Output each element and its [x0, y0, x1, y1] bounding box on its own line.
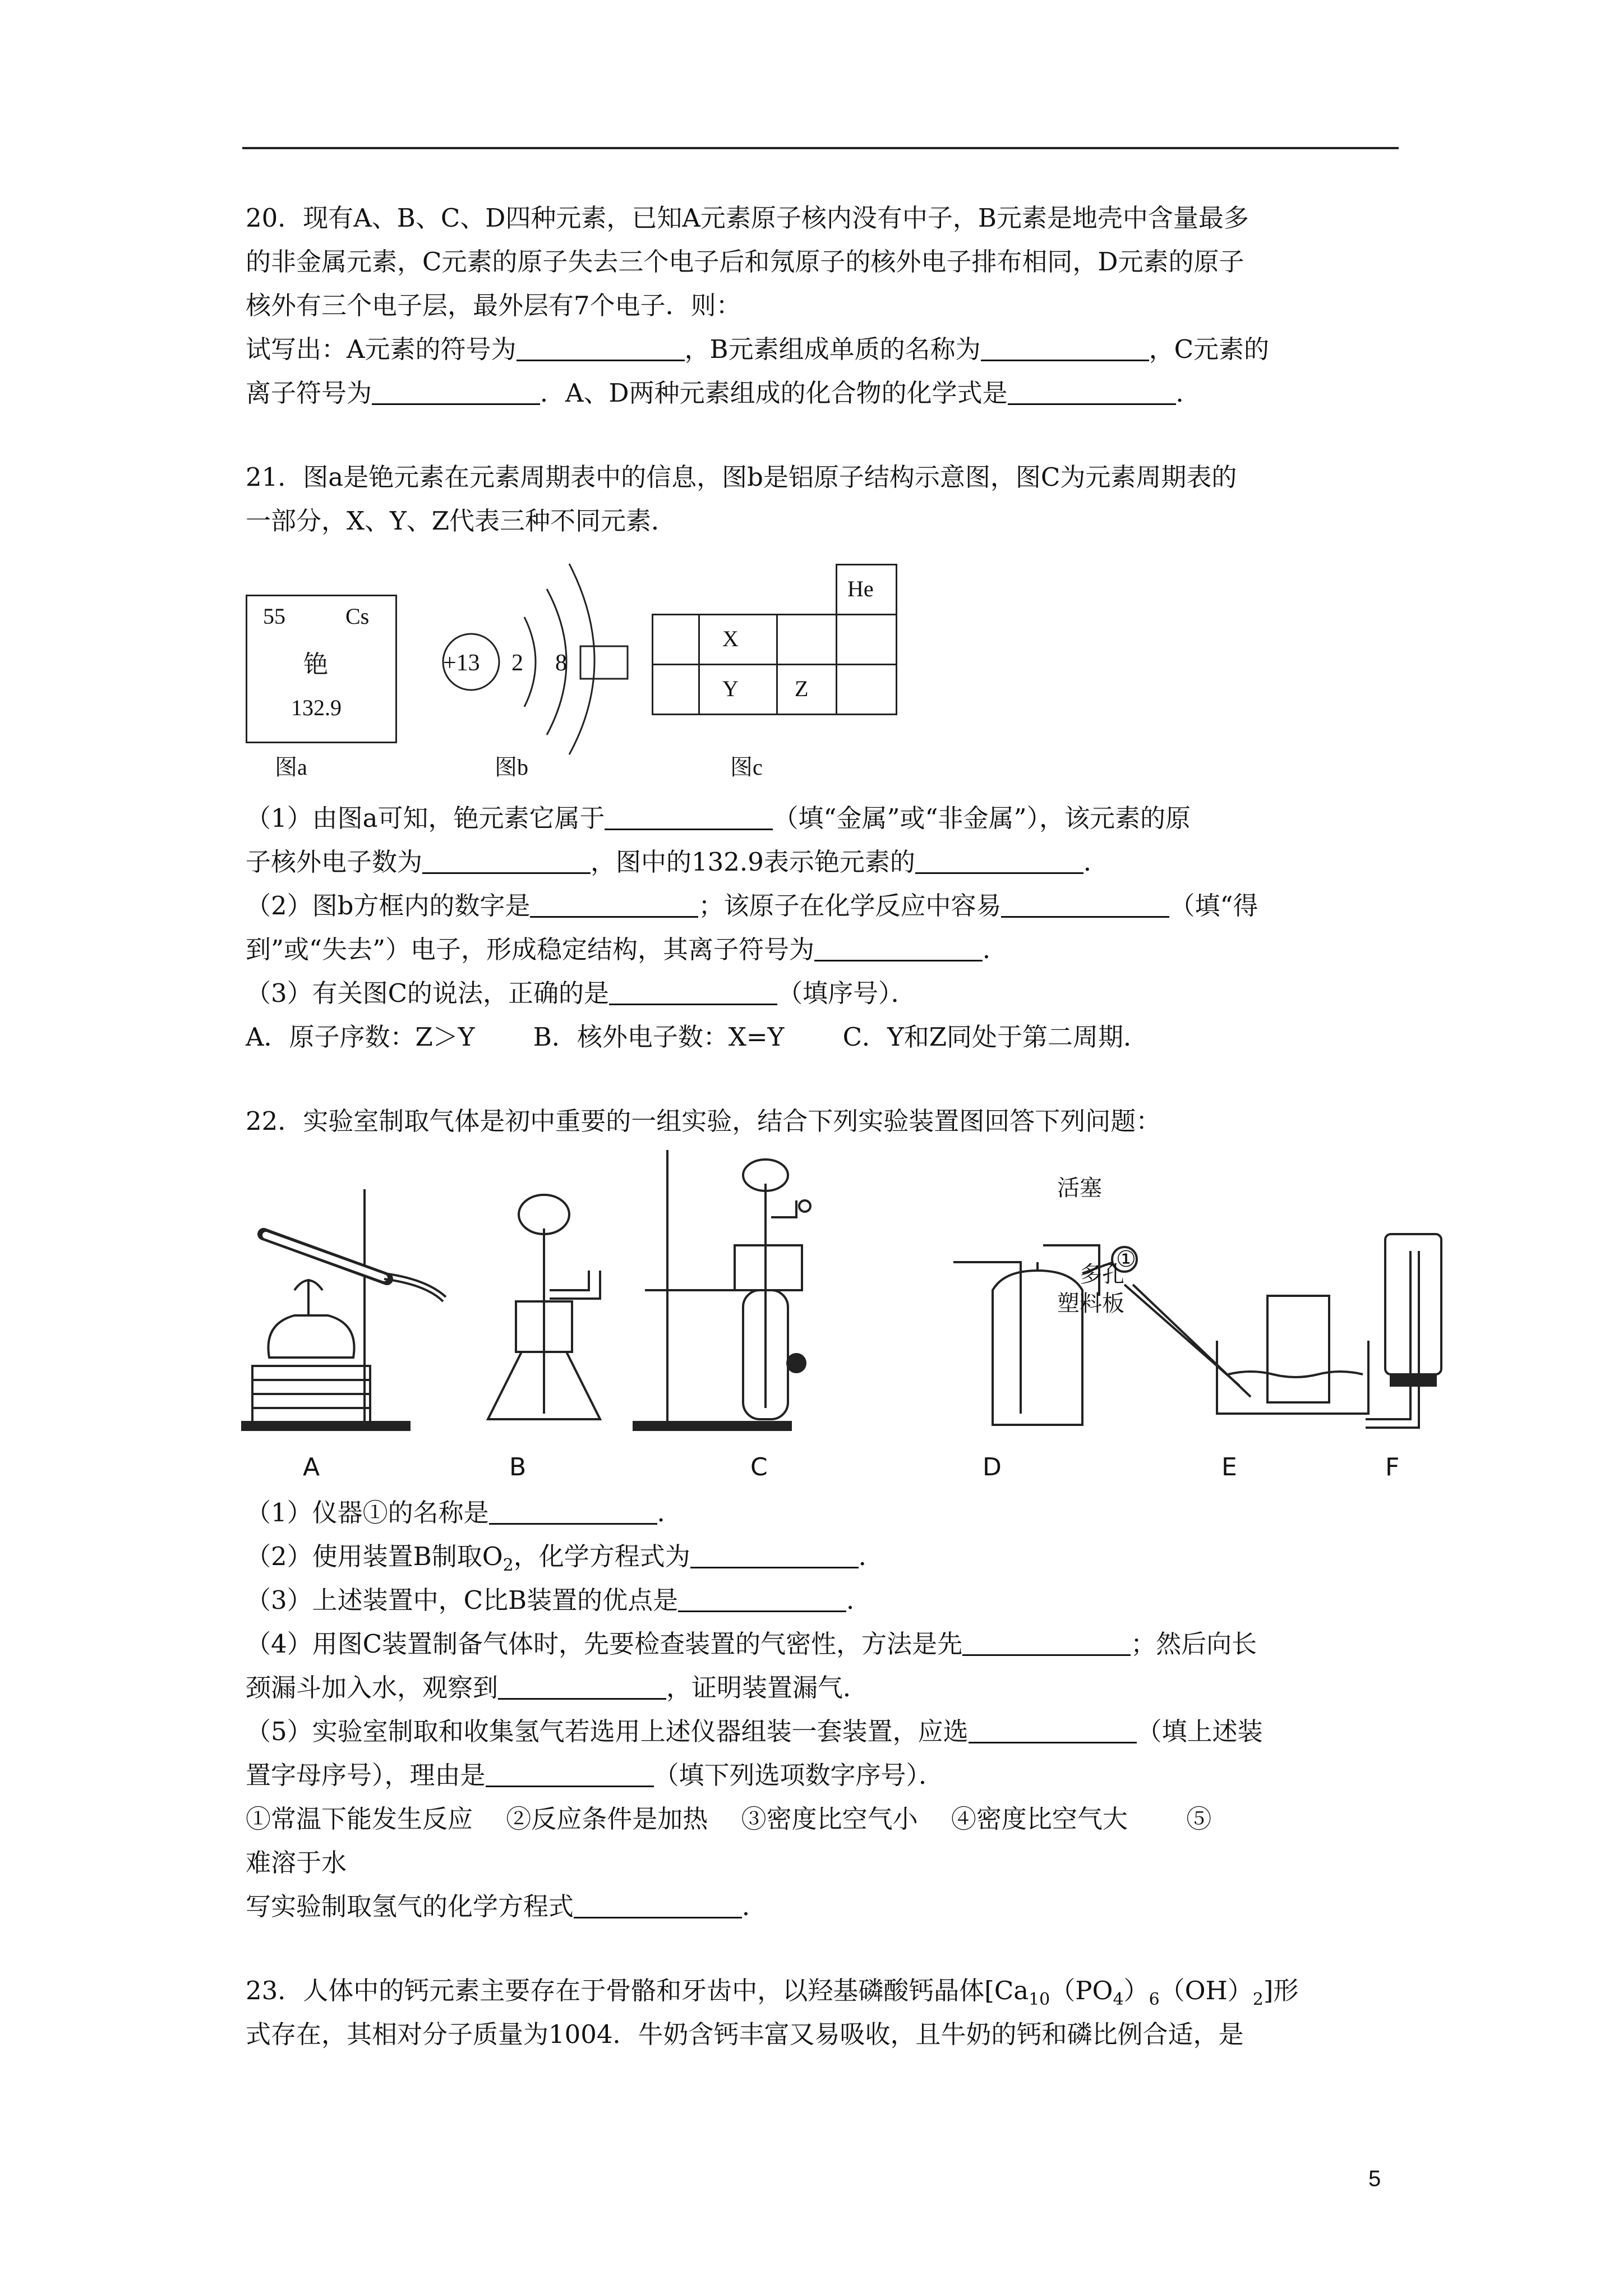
- answer-blank[interactable]: [609, 980, 777, 1005]
- q22-s5: [246, 1710, 1401, 1754]
- q22-s3: [246, 1579, 1401, 1622]
- q21-s3: [246, 972, 1401, 1015]
- table-cell: [652, 664, 700, 715]
- cesium-element-card: [246, 595, 397, 743]
- porous-plate-label: 多孔: [1080, 1262, 1124, 1287]
- header-rule: [242, 147, 1399, 149]
- element-symbol: Cs: [345, 604, 370, 629]
- apparatus-label-c: C: [750, 1453, 768, 1481]
- q22-text: ，证明装置漏气．: [666, 1673, 869, 1703]
- q22-text: ；然后向长: [1131, 1629, 1257, 1659]
- answer-blank[interactable]: [486, 1762, 654, 1787]
- answer-blank[interactable]: [1008, 380, 1176, 405]
- q20-line1: 20．现有A、B、C、D四种元素，已知A元素原子核内没有中子，B元素是地壳中含量最多: [246, 203, 1249, 233]
- q20-text: ，B元素组成单质的名称为: [684, 334, 981, 364]
- q21-text: （填序号）．: [777, 978, 916, 1008]
- q22-s1: [246, 1491, 1401, 1535]
- q23-text: ）: [1123, 1976, 1149, 2005]
- lab-apparatus-figure: [241, 1150, 1492, 1436]
- nucleus-charge: +13: [443, 650, 480, 676]
- q21-text: ．: [1083, 847, 1109, 877]
- table-cell: [776, 614, 837, 665]
- answer-blank[interactable]: [422, 849, 591, 874]
- q22-text: ．: [657, 1498, 683, 1527]
- q21-text: （填“金属”或“非金属”），该元素的原: [773, 803, 1191, 833]
- answer-blank[interactable]: [969, 1718, 1137, 1743]
- q22-text: ，化学方程式为: [513, 1542, 690, 1571]
- fig-c-caption: 图c: [730, 754, 763, 780]
- atomic-number: 55: [263, 604, 285, 629]
- apparatus-label-b: B: [509, 1453, 527, 1481]
- q22-text: 置字母序号），理由是: [246, 1760, 486, 1790]
- answer-blank[interactable]: [690, 1543, 859, 1568]
- q20-line3: 核外有三个电子层，最外层有7个电子．则：: [246, 291, 741, 320]
- q21-s2-cont: [246, 928, 1401, 972]
- page-number: 5: [1368, 2166, 1381, 2191]
- q21-text: （填“得: [1169, 891, 1258, 921]
- atomic-mass: 132.9: [291, 695, 342, 720]
- q21-s2: [246, 884, 1401, 928]
- q22-text: （填上述装: [1136, 1717, 1263, 1746]
- answer-blank[interactable]: [1001, 892, 1169, 918]
- q22-text: ．: [742, 1892, 768, 1921]
- table-cell-he: He: [836, 564, 897, 615]
- element-name: 铯: [303, 651, 328, 678]
- instrument-1-label: ①: [1116, 1246, 1136, 1272]
- q22-text: （填下列选项数字序号）．: [653, 1760, 944, 1790]
- q22-equation: [246, 1885, 1401, 1929]
- answer-blank[interactable]: [489, 1499, 657, 1525]
- q20-text: ．: [1175, 378, 1201, 408]
- answer-blank[interactable]: [498, 1674, 666, 1700]
- q21-text: 子核外电子数为: [246, 847, 423, 877]
- q21-s1-cont: [246, 840, 1401, 884]
- fig-b-caption: 图b: [495, 754, 528, 780]
- q21-options: A．原子序数：Z＞Y B．核外电子数：X=Y C．Y和Z同处于第二周期．: [246, 1022, 1149, 1052]
- q23-line1: [246, 1969, 1401, 2013]
- q22-text: （4）用图C装置制备气体时，先要检查装置的气密性，方法是先: [246, 1629, 963, 1659]
- answer-blank[interactable]: [517, 336, 685, 361]
- answer-blank[interactable]: [372, 380, 540, 405]
- table-cell: [652, 614, 700, 665]
- shell2-electrons: 8: [555, 650, 567, 676]
- q21-text: （3）有关图C的说法，正确的是: [246, 978, 610, 1008]
- q22-line1: 22．实验室制取气体是初中重要的一组实验，结合下列实验装置图回答下列问题：: [246, 1106, 1161, 1136]
- q21-line1: 21．图a是铯元素在元素周期表中的信息，图b是铝原子结构示意图，图C为元素周期表的: [246, 462, 1237, 492]
- q22-options-cont: 难溶于水: [246, 1848, 347, 1878]
- q20-text: ．A、D两种元素组成的化合物的化学式是: [540, 378, 1008, 408]
- q23-text: （OH）: [1159, 1976, 1253, 2005]
- q22-text: （5）实验室制取和收集氢气若选用上述仪器组装一套装置，应选: [246, 1717, 969, 1746]
- subscript: 10: [1029, 1990, 1050, 2009]
- subscript: 2: [1252, 1990, 1264, 2009]
- subscript: 2: [502, 1556, 514, 1575]
- table-cell: [836, 664, 897, 715]
- table-cell-z: Z: [776, 664, 837, 715]
- q23-text: ]形: [1263, 1976, 1299, 2005]
- q22-text: 颈漏斗加入水，观察到: [246, 1673, 499, 1703]
- subscript: 6: [1149, 1990, 1160, 2009]
- apparatus-label-d: D: [983, 1453, 1002, 1481]
- answer-blank[interactable]: [605, 805, 773, 830]
- q22-text: ．: [858, 1542, 884, 1571]
- q22-s4-cont: [246, 1666, 1401, 1710]
- answer-blank[interactable]: [678, 1587, 846, 1612]
- q21-text: ；该原子在化学反应中容易: [698, 891, 1002, 921]
- q20-line4: [246, 328, 1401, 371]
- answer-blank[interactable]: [962, 1631, 1131, 1656]
- q21-text: （2）图b方框内的数字是: [246, 891, 531, 921]
- table-cell: [836, 614, 897, 665]
- q21-s1: [246, 797, 1401, 840]
- shell1-electrons: 2: [511, 650, 523, 676]
- answer-blank[interactable]: [915, 849, 1083, 874]
- apparatus-label-a: A: [303, 1453, 320, 1481]
- q22-text: （3）上述装置中，C比B装置的优点是: [246, 1585, 679, 1615]
- q20-text: ，C元素的: [1149, 334, 1270, 364]
- q21-text: （1）由图a可知，铯元素它属于: [246, 803, 605, 833]
- answer-blank[interactable]: [530, 892, 698, 918]
- apparatus-label-e: E: [1221, 1453, 1237, 1481]
- q21-text: ．: [983, 935, 1008, 964]
- q20-line2: 的非金属元素，C元素的原子失去三个电子后和氖原子的核外电子排布相同，D元素的原子: [246, 247, 1244, 277]
- q22-text: 写实验制取氢气的化学方程式: [246, 1892, 574, 1921]
- answer-blank[interactable]: [574, 1893, 742, 1918]
- q23-text: 23．人体中的钙元素主要存在于骨骼和牙齿中，以羟基磷酸钙晶体[Ca: [246, 1976, 1029, 2005]
- fig-a-caption: 图a: [275, 754, 307, 780]
- q22-s2: [246, 1535, 1401, 1579]
- subscript: 4: [1113, 1990, 1124, 2009]
- answer-blank[interactable]: [981, 336, 1149, 361]
- q22-text: ．: [846, 1585, 872, 1615]
- porous-plate-label2: 塑料板: [1057, 1291, 1124, 1317]
- q23-text: （PO: [1050, 1976, 1113, 2005]
- table-cell-x: X: [698, 614, 778, 665]
- q21-line2: 一部分，X、Y、Z代表三种不同元素．: [246, 506, 677, 536]
- q20-text: 离子符号为: [246, 378, 372, 408]
- q22-s4: [246, 1622, 1401, 1666]
- q22-text: （1）仪器①的名称是: [246, 1498, 489, 1527]
- q20-text: 试写出：A元素的符号为: [246, 334, 517, 364]
- table-cell-y: Y: [698, 664, 778, 715]
- q23-line2: 式存在，其相对分子质量为1004．牛奶含钙丰富又易吸收，且牛奶的钙和磷比例合适，是: [246, 2019, 1244, 2049]
- q22-s5-cont: [246, 1754, 1401, 1797]
- q22-text: （2）使用装置B制取O: [246, 1542, 503, 1571]
- answer-blank[interactable]: [814, 936, 983, 961]
- q21-text: ，图中的132.9表示铯元素的: [591, 847, 915, 877]
- q22-options: ①常温下能发生反应 ②反应条件是加热 ③密度比空气小 ④密度比空气大 ⑤: [246, 1804, 1212, 1834]
- q20-line5: [246, 371, 1401, 415]
- piston-label: 活塞: [1057, 1175, 1102, 1201]
- q21-text: 到”或“失去”）电子，形成稳定结构，其离子符号为: [246, 935, 815, 964]
- apparatus-label-f: F: [1385, 1453, 1400, 1481]
